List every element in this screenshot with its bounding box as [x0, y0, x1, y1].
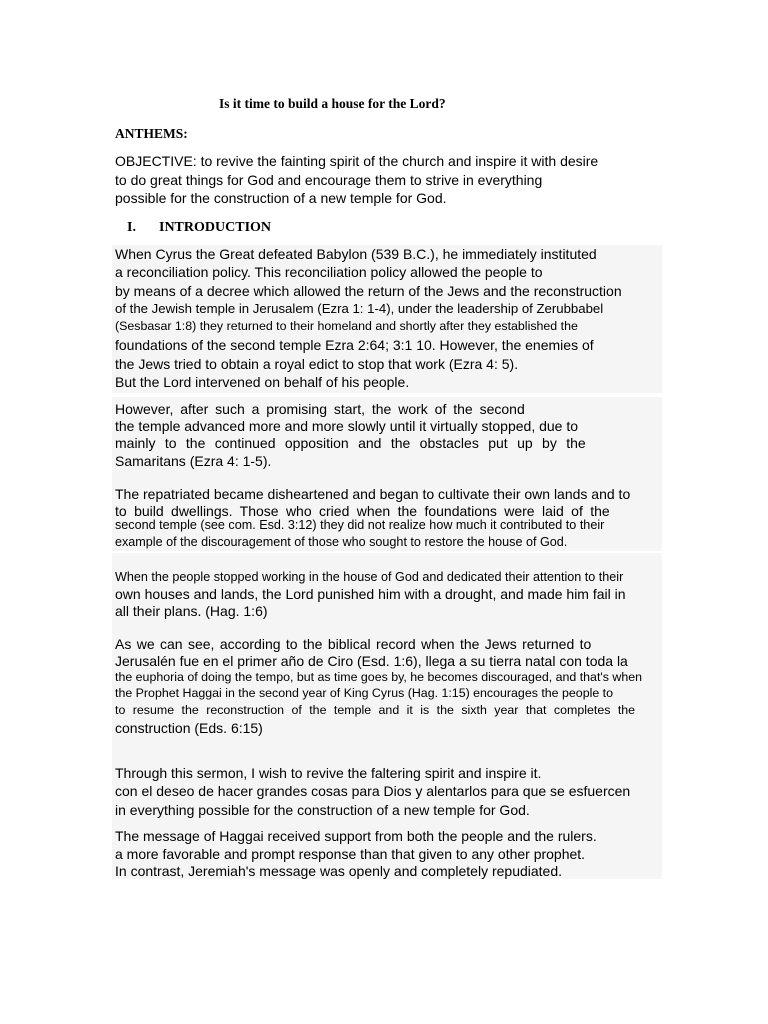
paragraph-line [115, 246, 645, 262]
paragraph-line: the Prophet Haggai in the second year of King Cyrus (Hag. 1:15) encourages the people to [115, 686, 614, 700]
paragraph-line: to resume the reconstruction of the temple and it is the sixth year that completes the [115, 703, 636, 717]
paragraph-line: Through this sermon, I wish to revive the faltering spirit and inspire it. [115, 765, 542, 781]
paragraph-line: mainly to the continued opposition and the obstacles put up by the [115, 435, 586, 451]
paragraph-line: of the Jewish temple in Jerusalem (Ezra 1: 1-4), under the leadership of Zerubbabel [115, 301, 604, 316]
paragraph-line: the euphoria of doing the tempo, but as time goes by, he becomes discouraged, and that's when [115, 670, 643, 684]
paragraph-line: The repatriated became disheartened and began to cultivate their own lands and to [115, 486, 631, 502]
paragraph-line: the temple advanced more and more slowly until it virtually stopped, due to [115, 418, 579, 434]
paragraph-line: foundations of the second temple Ezra 2:64; 3:1 10. However, the enemies of [115, 337, 594, 353]
line-text: When Cyrus the Great defeated Babylon (539 B.C.), he immediately instituted [115, 246, 597, 262]
objective-line: to do great things for God and encourage them to strive in everything [115, 172, 543, 188]
paragraph-line: But the Lord intervened on behalf of his people. [115, 374, 410, 390]
paragraph-line: Samaritans (Ezra 4: 1-5). [115, 453, 272, 469]
paragraph-line: the Jews tried to obtain a royal edict to stop that work (Ezra 4: 5). [115, 356, 519, 372]
paragraph-line: own houses and lands, the Lord punished him with a drought, and made him fail in [115, 586, 626, 602]
paragraph-line: Jerusalén fue en el primer año de Ciro (Esd. 1:6), llega a su tierra natal con toda la [115, 653, 628, 669]
paragraph-line: con el deseo de hacer grandes cosas para Dios y alentarlos para que se esfuercen [115, 783, 631, 799]
paragraph-line: example of the discouragement of those who sought to restore the house of God. [115, 535, 568, 549]
paragraph-line: a more favorable and prompt response than that given to any other prophet. [115, 846, 586, 862]
paragraph-line: As we can see, according to the biblical record when the Jews returned to [115, 636, 592, 652]
anthems-label: ANTHEMS: [115, 126, 188, 141]
section-heading: INTRODUCTION [159, 220, 272, 235]
paragraph-line: in everything possible for the construction of a new temple for God. [115, 802, 530, 818]
paragraph-line: to build dwellings. Those who cried when the foundations were laid of the [115, 503, 610, 519]
section-number: I. [127, 220, 136, 235]
paragraph-line: construction (Eds. 6:15) [115, 720, 263, 736]
paragraph-line: In contrast, Jeremiah's message was openly and completely repudiated. [115, 863, 563, 879]
paragraph-line: When the people stopped working in the house of God and dedicated their attention to their [115, 570, 624, 584]
paragraph-line: The message of Haggai received support from both the people and the rulers. [115, 828, 597, 844]
objective-line: OBJECTIVE: to revive the fainting spirit of the church and inspire it with desire [115, 153, 599, 169]
paragraph-line: However, after such a promising start, the work of the second [115, 401, 525, 417]
paragraph-line: (Sesbasar 1:8) they returned to their homeland and shortly after they established the [115, 319, 578, 333]
objective-line: possible for the construction of a new temple for God. [115, 190, 447, 206]
paragraph-line: second temple (see com. Esd. 3:12) they did not realize how much it contributed to their [115, 518, 605, 532]
page-title: Is it time to build a house for the Lord? [219, 96, 446, 111]
paragraph-line: by means of a decree which allowed the return of the Jews and the reconstruction [115, 283, 622, 299]
paragraph-line: a reconciliation policy. This reconciliation policy allowed the people to [115, 264, 543, 280]
paragraph-line: all their plans. (Hag. 1:6) [115, 603, 268, 619]
